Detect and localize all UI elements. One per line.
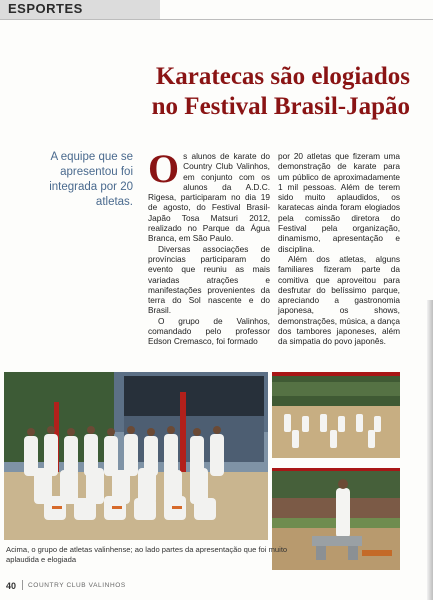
photo-caption: Acima, o grupo de atletas valinhense; ao lado partes da apresentação que foi muito aplaudida e elogiada: [6, 545, 288, 564]
page-number: 40: [6, 581, 17, 591]
demonstration-photo-top: [272, 372, 400, 458]
article-paragraph: Diversas associações de províncias participaram do evento que reuniu as mais variadas atrações e manifestações provenientes da terra do Sol nascente e do Brasil.: [148, 243, 270, 316]
article-paragraph: por 20 atletas que fizeram uma demonstração de karate para um público de aproximadamente 1 mil pessoas. Além de terem sido muito aplaudidos, os karatecas ainda foram elogiados pela comissão diretora do Festival pela organização, dinamismo, apresentação e disciplina.: [278, 151, 400, 254]
article-title-line-1: Karatecas são elogiados: [155, 63, 410, 90]
article-column-2: [278, 151, 400, 347]
paragraph-text: s alunos de karate do Country Club Valinhos, em conjunto com os alunos da A.D.C. Rigesa, participaram no dia 19 de agosto, do Festival Brasil-Japão Tosa Matsuri 2012, realizado no Parque da Água Branca, em São Paulo.: [148, 151, 270, 244]
article-deck: A equipe que se apresentou foi integrada por 20 atletas.: [49, 151, 133, 208]
section-label: ESPORTES: [8, 1, 83, 16]
article-paragraph: [148, 146, 270, 244]
footer-divider: [22, 580, 23, 590]
article-title-line-2: no Festival Brasil-Japão: [151, 93, 410, 120]
page-edge-shadow: [427, 300, 433, 600]
publication-name: COUNTRY CLUB VALINHOS: [28, 582, 126, 589]
drop-cap: O: [148, 146, 180, 191]
group-photo: [4, 372, 268, 540]
article-paragraph: O grupo de Valinhos, comandado pelo professor Edson Cremasco, foi formado: [148, 315, 270, 347]
article-column-1: [148, 146, 270, 347]
section-divider: [0, 19, 433, 20]
article-paragraph: Além dos atletas, alguns familiares fizeram parte da comitiva que aproveitou para desfrutar do belíssimo parque, apreciando a gastronomia japonesa, os shows, demonstrações, música, a dança dos tambores japoneses, além da simpatia do povo japonês.: [278, 253, 400, 347]
